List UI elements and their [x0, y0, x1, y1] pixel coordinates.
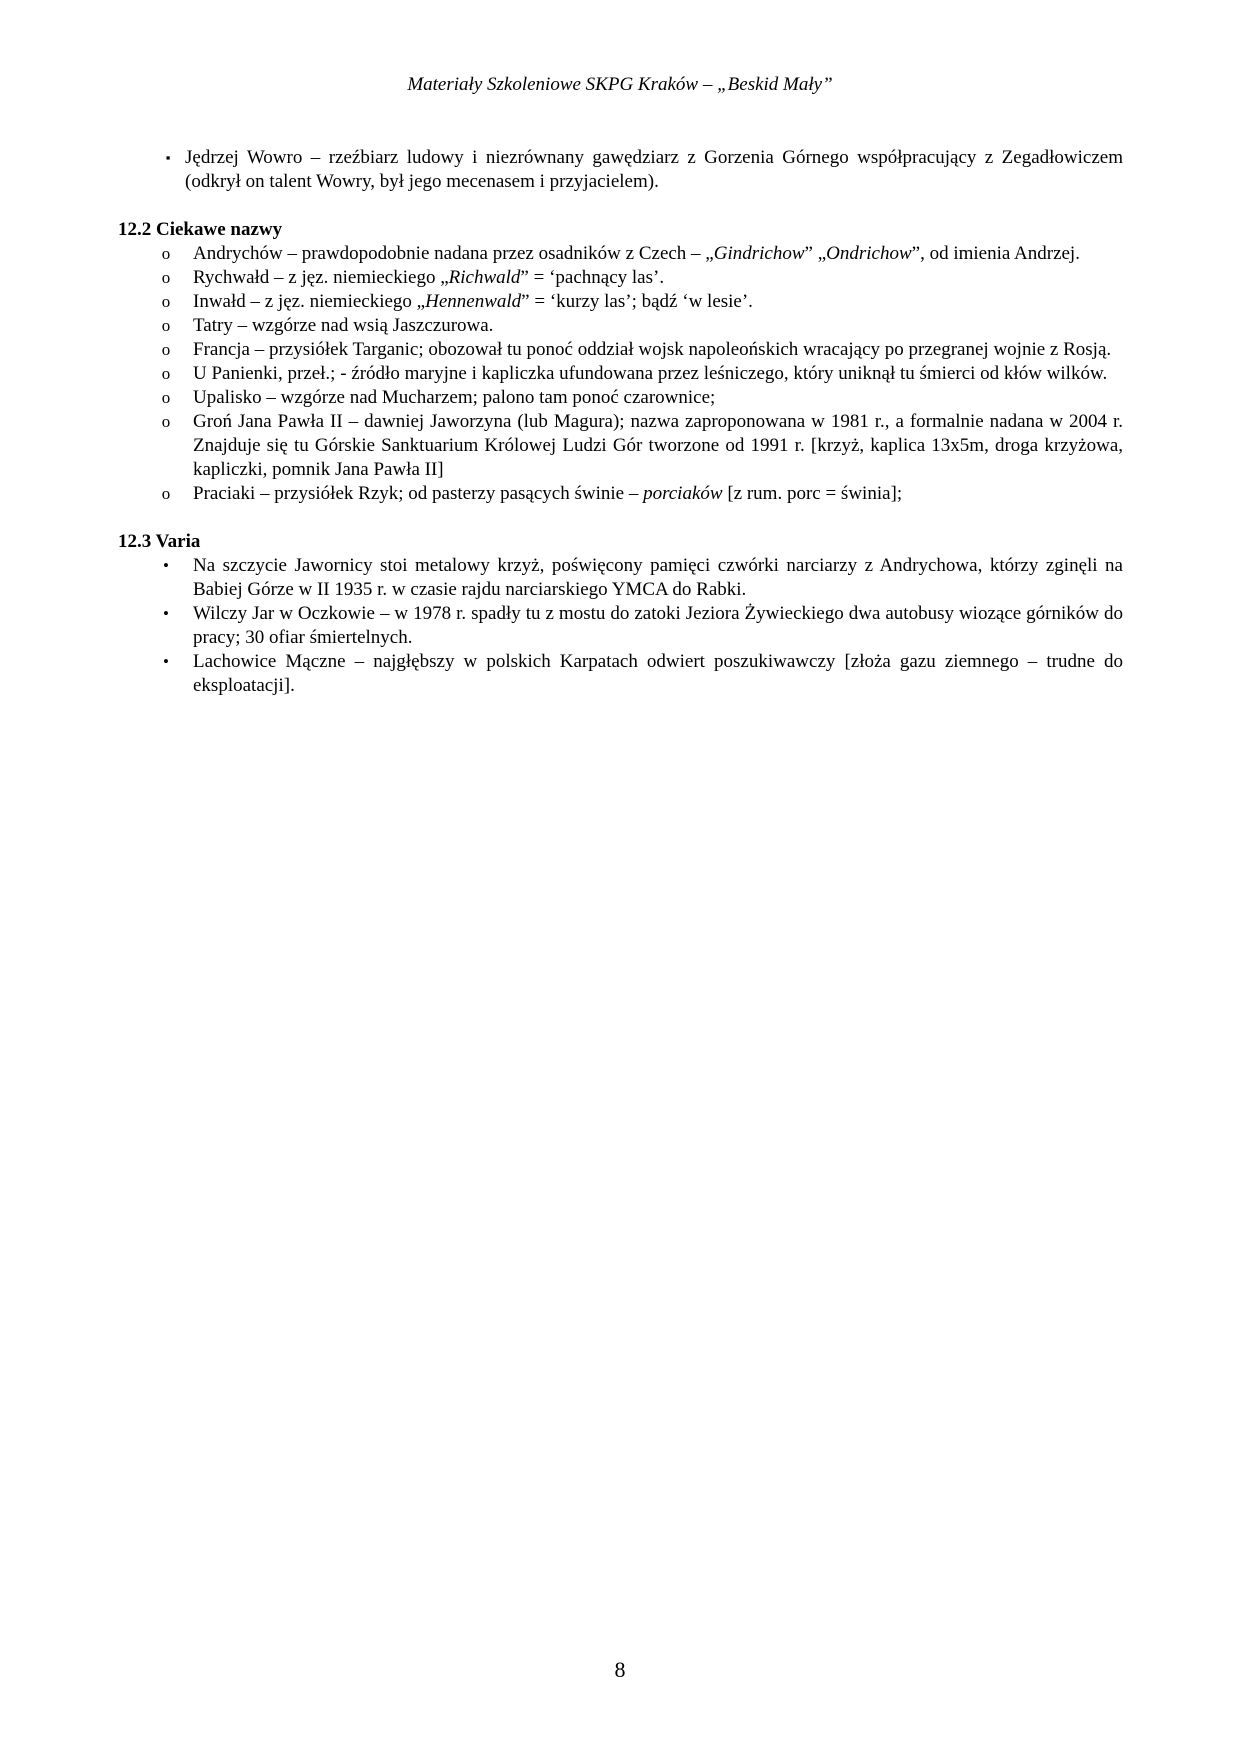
list-item — [118, 602, 1123, 650]
text-part: Upalisko – wzgórze nad Mucharzem; palono tam ponoć czarownice; — [193, 387, 716, 408]
text-part: Groń Jana Pawła II – dawniej Jaworzyna (lub Magura); nazwa zaproponowana w 1981 r., a formalnie nadana w 2004 r. Znajduje się tu Górskie Sanktuarium Królowej Ludzi Gór tworzone od 1991 r. [krzyż, kaplica 13x5m, droga krzyżowa, kapliczki, pomnik Jana Pawła II] — [193, 411, 1123, 480]
text-part: Tatry – wzgórze nad wsią Jaszczurowa. — [193, 315, 494, 336]
circle-bullet-icon: o — [161, 268, 171, 287]
text-part: U Panienki, przeł.; - źródło maryjne i kapliczka ufundowana przez leśniczego, który uniknął tu śmierci od kłów wilków. — [193, 363, 1108, 384]
list-item — [118, 554, 1123, 602]
italic-term: Ondrichow — [826, 243, 912, 264]
list-item-text: Lachowice Mączne – najgłębszy w polskich Karpatach odwiert poszukiwawczy [złoża gazu ziemnego – trudne do eksploatacji]. — [193, 651, 1123, 696]
list-item-text: Na szczycie Jawornicy stoi metalowy krzyż, poświęcony pamięci czwórki narciarzy z Andrychowa, którzy zginęli na Babiej Górze w II 1935 r. w czasie rajdu narciarskiego YMCA do Rabki. — [193, 555, 1123, 600]
circle-bullet-icon: o — [161, 316, 171, 335]
circle-bullet-icon: o — [161, 340, 171, 359]
text-part: Andrychów – prawdopodobnie nadana przez osadników z Czech – „ — [193, 243, 714, 264]
list-item — [118, 482, 1123, 506]
text-part: ” „ — [804, 243, 827, 264]
square-bullet-icon: ▪ — [165, 150, 171, 165]
circle-bullet-icon: o — [161, 412, 171, 431]
text-part: ” = ‘pachnący las’. — [520, 267, 665, 288]
text-part: Inwałd – z jęz. niemieckiego „ — [193, 291, 426, 312]
list-item-intro — [118, 146, 1123, 194]
list-item-text: Wilczy Jar w Oczkowie – w 1978 r. spadły tu z mostu do zatoki Jeziora Żywieckiego dwa autobusy wiozące górników do pracy; 30 ofiar śmiertelnych. — [193, 603, 1123, 648]
circle-bullet-icon: o — [161, 364, 171, 383]
circle-bullet-icon: o — [161, 388, 171, 407]
dot-bullet-icon: • — [163, 652, 169, 671]
text-part: [z rum. porc = świnia]; — [722, 483, 903, 504]
list-item — [118, 410, 1123, 482]
circle-bullet-icon: o — [161, 484, 171, 503]
dot-bullet-icon: • — [163, 604, 169, 623]
list-item — [118, 290, 1123, 314]
section-title-names: 12.2 Ciekawe nazwy — [118, 219, 283, 240]
dot-bullet-icon: • — [163, 556, 169, 575]
list-item — [118, 362, 1123, 386]
list-item — [118, 266, 1123, 290]
page-header: Materiały Szkoleniowe SKPG Kraków – „Beskid Mały” — [407, 74, 833, 95]
circle-bullet-icon: o — [161, 292, 171, 311]
text-part: Francja – przysiółek Targanic; obozował tu ponoć oddział wojsk napoleońskich wracający po przegranej wojnie z Rosją. — [193, 339, 1112, 360]
italic-term: porciaków — [643, 483, 723, 504]
list-item-text: Jędrzej Wowro – rzeźbiarz ludowy i niezrównany gawędziarz z Gorzenia Górnego współpracujący z Zegadłowiczem (odkrył on talent Wowry, był jego mecenasem i przyjacielem). — [185, 147, 1123, 192]
text-part: ” = ‘kurzy las’; bądź ‘w lesie’. — [521, 291, 753, 312]
text-part: Praciaki – przysiółek Rzyk; od pasterzy pasących świnie – — [193, 483, 644, 504]
list-item — [118, 650, 1123, 698]
list-item — [118, 386, 1123, 410]
text-part: Rychwałd – z jęz. niemieckiego „ — [193, 267, 449, 288]
italic-term: Hennenwald — [425, 291, 522, 312]
page-number: 8 — [614, 1657, 626, 1682]
italic-term: Richwald — [448, 267, 521, 288]
section-title-varia: 12.3 Varia — [118, 531, 201, 552]
document-body — [118, 146, 1123, 698]
list-item — [118, 338, 1123, 362]
circle-bullet-icon: o — [161, 244, 171, 263]
text-part: ”, od imienia Andrzej. — [911, 243, 1080, 264]
italic-term: Gindrichow — [713, 243, 805, 264]
list-item — [118, 242, 1123, 266]
list-item — [118, 314, 1123, 338]
